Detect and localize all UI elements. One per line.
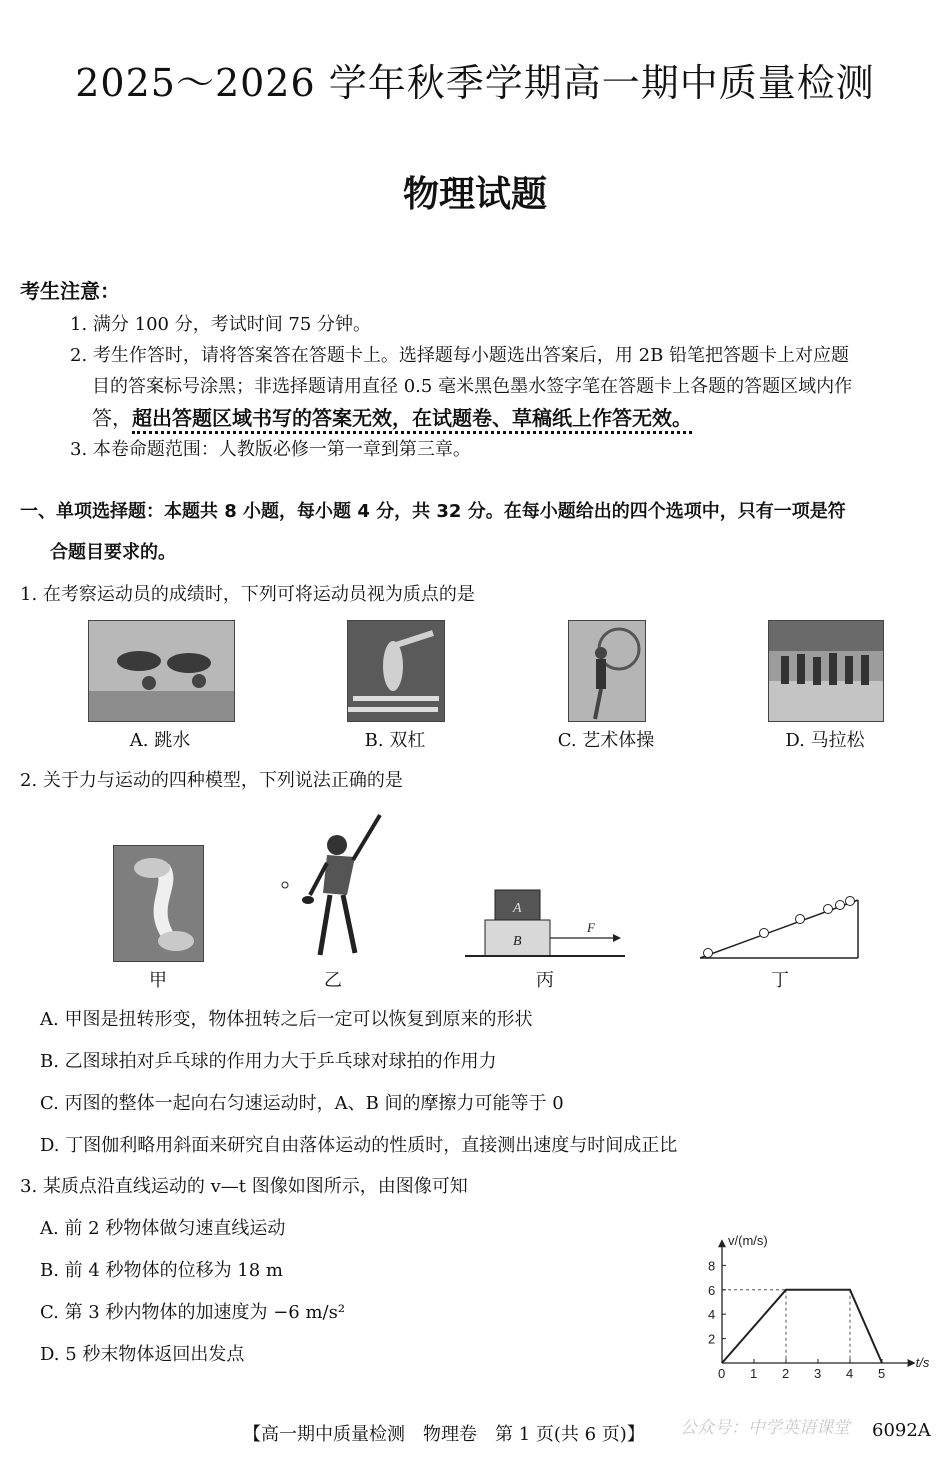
note-item-2-prefix: 答， bbox=[92, 406, 132, 430]
x-tick-label-2: 2 bbox=[782, 1366, 790, 1381]
note-item-2-line-2: 目的答案标号涂黑；非选择题请用直径 0.5 毫米黑色墨水签字笔在答题卡上各题的答题区域内作 bbox=[92, 376, 853, 397]
y-tick-label-2: 2 bbox=[708, 1331, 716, 1347]
figure-label-yi: 乙 bbox=[324, 970, 342, 991]
marathon-illustration bbox=[769, 621, 883, 721]
q3-option-c: C. 第 3 秒内物体的加速度为 −6 m/s² bbox=[40, 1302, 346, 1323]
chart-origin-label: 0 bbox=[718, 1366, 726, 1381]
torsion-illustration bbox=[114, 846, 203, 961]
q1-option-c: C. 艺术体操 bbox=[557, 730, 655, 751]
question-2-stem: 2. 关于力与运动的四种模型，下列说法正确的是 bbox=[20, 770, 403, 791]
q3-option-a: A. 前 2 秒物体做匀速直线运动 bbox=[40, 1218, 286, 1239]
x-tick-label-5: 5 bbox=[878, 1366, 886, 1381]
y-tick-label-6: 6 bbox=[708, 1282, 716, 1298]
q2-option-a: A. 甲图是扭转形变，物体扭转之后一定可以恢复到原来的形状 bbox=[40, 1009, 533, 1030]
note-item-2-emphasis: 超出答题区域书写的答案无效，在试题卷、草稿纸上作答无效。 bbox=[132, 406, 692, 434]
y-tick-label-4: 4 bbox=[708, 1307, 716, 1323]
chart-axes bbox=[718, 1239, 916, 1367]
force-label: F bbox=[587, 920, 595, 935]
x-tick-label-3: 3 bbox=[814, 1366, 822, 1381]
q1-option-d: D. 马拉松 bbox=[785, 730, 865, 751]
figure-label-jia: 甲 bbox=[149, 970, 167, 991]
question-3-stem: 3. 某质点沿直线运动的 v—t 图像如图所示，由图像可知 bbox=[20, 1176, 468, 1197]
chart-guides bbox=[722, 1290, 850, 1363]
x-tick-label-1: 1 bbox=[750, 1366, 758, 1381]
notes-heading: 考生注意： bbox=[20, 279, 120, 303]
figure-label-bing: 丙 bbox=[536, 970, 554, 991]
torsion-photo bbox=[113, 845, 204, 962]
q2-option-d: D. 丁图伽利略用斜面来研究自由落体运动的性质时，直接测出速度与时间成正比 bbox=[40, 1135, 678, 1156]
chart-x-axis-label: t/s bbox=[915, 1355, 930, 1370]
exam-code: 6092A bbox=[872, 1420, 931, 1441]
velocity-time-chart bbox=[690, 1205, 940, 1390]
x-axis-arrow bbox=[908, 1359, 916, 1367]
watermark-text: 公众号：中学英语课堂 bbox=[680, 1418, 850, 1438]
table-tennis-player-drawing bbox=[275, 805, 390, 965]
q2-option-b: B. 乙图球拍对乒乓球的作用力大于乒乓球对球拍的作用力 bbox=[40, 1051, 497, 1072]
q1-option-a: A. 跳水 bbox=[129, 730, 191, 751]
diving-photo-illustration bbox=[89, 621, 234, 721]
q1-option-b: B. 双杠 bbox=[364, 730, 426, 751]
q3-option-b: B. 前 4 秒物体的位移为 18 m bbox=[40, 1260, 283, 1281]
q3-option-d: D. 5 秒末物体返回出发点 bbox=[40, 1344, 245, 1365]
exam-title: 2025～2026 学年秋季学期高一期中质量检测 bbox=[75, 61, 875, 105]
section-1-heading-line-1: 一、单项选择题：本题共 8 小题，每小题 4 分，共 32 分。在每小题给出的四个选项中，只有一项是符 bbox=[20, 501, 846, 522]
note-item-1: 1. 满分 100 分，考试时间 75 分钟。 bbox=[70, 314, 372, 335]
blocks-on-floor-diagram bbox=[465, 888, 625, 963]
inclined-plane-diagram bbox=[698, 890, 863, 962]
note-item-3: 3. 本卷命题范围：人教版必修一第一章到第三章。 bbox=[70, 439, 471, 460]
force-arrow-head bbox=[613, 934, 621, 942]
question-1-stem: 1. 在考察运动员的成绩时，下列可将运动员视为质点的是 bbox=[20, 584, 475, 605]
section-1-heading-line-2: 合题目要求的。 bbox=[50, 542, 176, 563]
chart-y-axis-label: v/(m/s) bbox=[728, 1233, 768, 1249]
velocity-series-line bbox=[722, 1290, 882, 1363]
y-axis-arrow bbox=[718, 1239, 726, 1247]
exam-subject-title: 物理试题 bbox=[402, 174, 547, 215]
rhythmic-gymnastics-illustration bbox=[569, 621, 645, 721]
q2-option-c: C. 丙图的整体一起向右匀速运动时，A、B 间的摩擦力可能等于 0 bbox=[40, 1093, 564, 1114]
parallel-bars-illustration bbox=[348, 621, 444, 721]
page-footer: 【高一期中质量检测 物理卷 第 1 页(共 6 页)】 bbox=[243, 1424, 645, 1445]
note-item-2-line-3 bbox=[92, 402, 692, 431]
marathon-photo bbox=[768, 620, 884, 722]
note-item-2-line-1: 2. 考生作答时，请将答案答在答题卡上。选择题每小题选出答案后，用 2B 铅笔把答题卡上对应题 bbox=[70, 345, 850, 366]
rhythmic-gymnastics-photo bbox=[568, 620, 646, 722]
x-tick-label-4: 4 bbox=[846, 1366, 854, 1381]
figure-label-ding: 丁 bbox=[771, 970, 789, 991]
block-a-label: A bbox=[513, 901, 522, 916]
y-tick-label-8: 8 bbox=[708, 1258, 716, 1274]
parallel-bars-photo bbox=[347, 620, 445, 722]
block-b-label: B bbox=[513, 934, 522, 949]
diving-photo bbox=[88, 620, 235, 722]
